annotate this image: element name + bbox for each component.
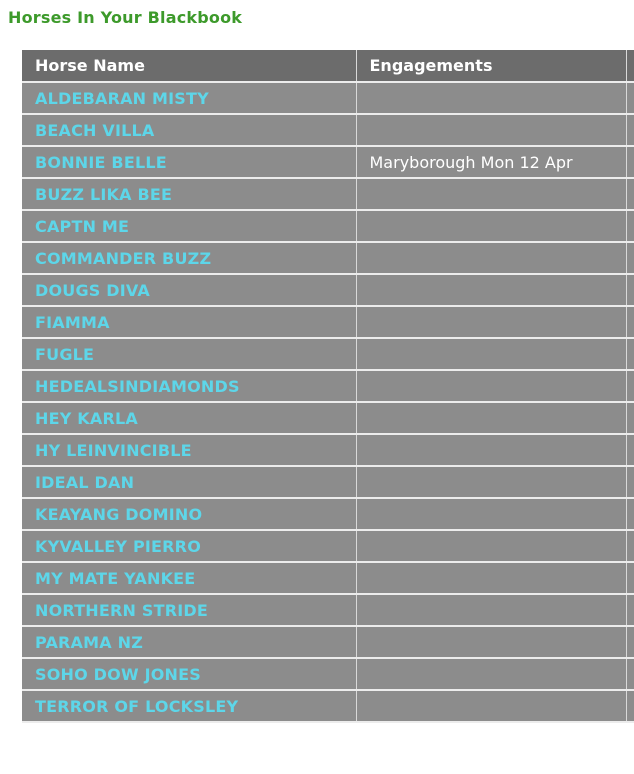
header-extra <box>626 50 634 82</box>
horse-name-cell <box>22 274 356 306</box>
engagement-cell <box>356 306 626 338</box>
horse-name-link[interactable]: TERROR OF LOCKSLEY <box>35 696 239 716</box>
extra-cell <box>626 370 634 402</box>
extra-cell <box>626 562 634 594</box>
header-engagements: Engagements <box>356 50 626 82</box>
horse-name-cell <box>22 306 356 338</box>
engagement-cell <box>356 210 626 242</box>
horse-name-cell <box>22 594 356 626</box>
engagement-cell <box>356 146 626 178</box>
table-row <box>22 82 634 114</box>
horse-name-cell <box>22 530 356 562</box>
horse-name-cell <box>22 690 356 722</box>
horse-name-link[interactable]: BUZZ LIKA BEE <box>35 184 173 204</box>
horse-name-cell <box>22 658 356 690</box>
table-row <box>22 146 634 178</box>
extra-cell <box>626 594 634 626</box>
table-row <box>22 402 634 434</box>
horse-name-link[interactable]: KEAYANG DOMINO <box>35 504 203 524</box>
blackbook-table <box>22 50 634 723</box>
horse-name-cell <box>22 82 356 114</box>
table-row <box>22 434 634 466</box>
horse-name-cell <box>22 338 356 370</box>
engagement-cell <box>356 178 626 210</box>
engagement-cell <box>356 690 626 722</box>
horse-name-cell <box>22 498 356 530</box>
header-horse-name: Horse Name <box>22 50 356 82</box>
table-row <box>22 594 634 626</box>
table-row <box>22 210 634 242</box>
table-row <box>22 114 634 146</box>
horse-name-link[interactable]: HEDEALSINDIAMONDS <box>35 376 240 396</box>
horse-name-link[interactable]: ALDEBARAN MISTY <box>35 88 209 108</box>
engagement-cell <box>356 530 626 562</box>
engagement-cell <box>356 466 626 498</box>
engagement-cell <box>356 274 626 306</box>
table-row <box>22 466 634 498</box>
table-row <box>22 306 634 338</box>
extra-cell <box>626 498 634 530</box>
horse-name-cell <box>22 242 356 274</box>
page-title: Horses In Your Blackbook <box>8 8 243 27</box>
extra-cell <box>626 658 634 690</box>
table-row <box>22 530 634 562</box>
horse-name-cell <box>22 114 356 146</box>
table-row <box>22 338 634 370</box>
engagement-cell <box>356 82 626 114</box>
horse-name-cell <box>22 626 356 658</box>
horse-name-link[interactable]: DOUGS DIVA <box>35 280 151 300</box>
extra-cell <box>626 306 634 338</box>
horse-name-cell <box>22 434 356 466</box>
extra-cell <box>626 114 634 146</box>
horse-name-link[interactable]: KYVALLEY PIERRO <box>35 536 201 556</box>
horse-name-cell <box>22 402 356 434</box>
table-row <box>22 690 634 722</box>
horse-name-link[interactable]: HY LEINVINCIBLE <box>35 440 192 460</box>
engagement-cell <box>356 658 626 690</box>
extra-cell <box>626 402 634 434</box>
horse-name-link[interactable]: BONNIE BELLE <box>35 152 167 172</box>
horse-name-link[interactable]: FUGLE <box>35 344 95 364</box>
extra-cell <box>626 626 634 658</box>
horse-name-link[interactable]: HEY KARLA <box>35 408 138 428</box>
engagement-cell <box>356 626 626 658</box>
horse-name-link[interactable]: SOHO DOW JONES <box>35 664 201 684</box>
horse-name-cell <box>22 562 356 594</box>
table-row <box>22 370 634 402</box>
extra-cell <box>626 434 634 466</box>
horse-name-cell <box>22 370 356 402</box>
extra-cell <box>626 146 634 178</box>
table-row <box>22 626 634 658</box>
table-row <box>22 498 634 530</box>
extra-cell <box>626 242 634 274</box>
horse-name-link[interactable]: FIAMMA <box>35 312 110 332</box>
engagement-cell <box>356 434 626 466</box>
table-row <box>22 178 634 210</box>
horse-name-cell <box>22 466 356 498</box>
engagement-cell <box>356 370 626 402</box>
horse-name-link[interactable]: COMMANDER BUZZ <box>35 248 212 268</box>
horse-name-link[interactable]: IDEAL DAN <box>35 472 135 492</box>
horse-name-link[interactable]: NORTHERN STRIDE <box>35 600 209 620</box>
horse-name-link[interactable]: MY MATE YANKEE <box>35 568 196 588</box>
extra-cell <box>626 338 634 370</box>
engagement-cell <box>356 114 626 146</box>
extra-cell <box>626 466 634 498</box>
engagement-cell <box>356 402 626 434</box>
horse-name-link[interactable]: BEACH VILLA <box>35 120 155 140</box>
extra-cell <box>626 690 634 722</box>
table-header-row <box>22 50 634 82</box>
engagement-cell <box>356 242 626 274</box>
table-row <box>22 274 634 306</box>
horse-name-link[interactable]: PARAMA NZ <box>35 632 144 652</box>
engagement-cell <box>356 498 626 530</box>
extra-cell <box>626 530 634 562</box>
table-row <box>22 242 634 274</box>
horse-name-link[interactable]: CAPTN ME <box>35 216 130 236</box>
table-row <box>22 562 634 594</box>
horse-name-cell <box>22 146 356 178</box>
extra-cell <box>626 178 634 210</box>
extra-cell <box>626 210 634 242</box>
table-row <box>22 658 634 690</box>
horse-name-cell <box>22 210 356 242</box>
engagement-cell <box>356 562 626 594</box>
engagement-cell <box>356 338 626 370</box>
engagement-text: Maryborough Mon 12 Apr <box>369 152 573 172</box>
horse-name-cell <box>22 178 356 210</box>
extra-cell <box>626 82 634 114</box>
engagement-cell <box>356 594 626 626</box>
extra-cell <box>626 274 634 306</box>
